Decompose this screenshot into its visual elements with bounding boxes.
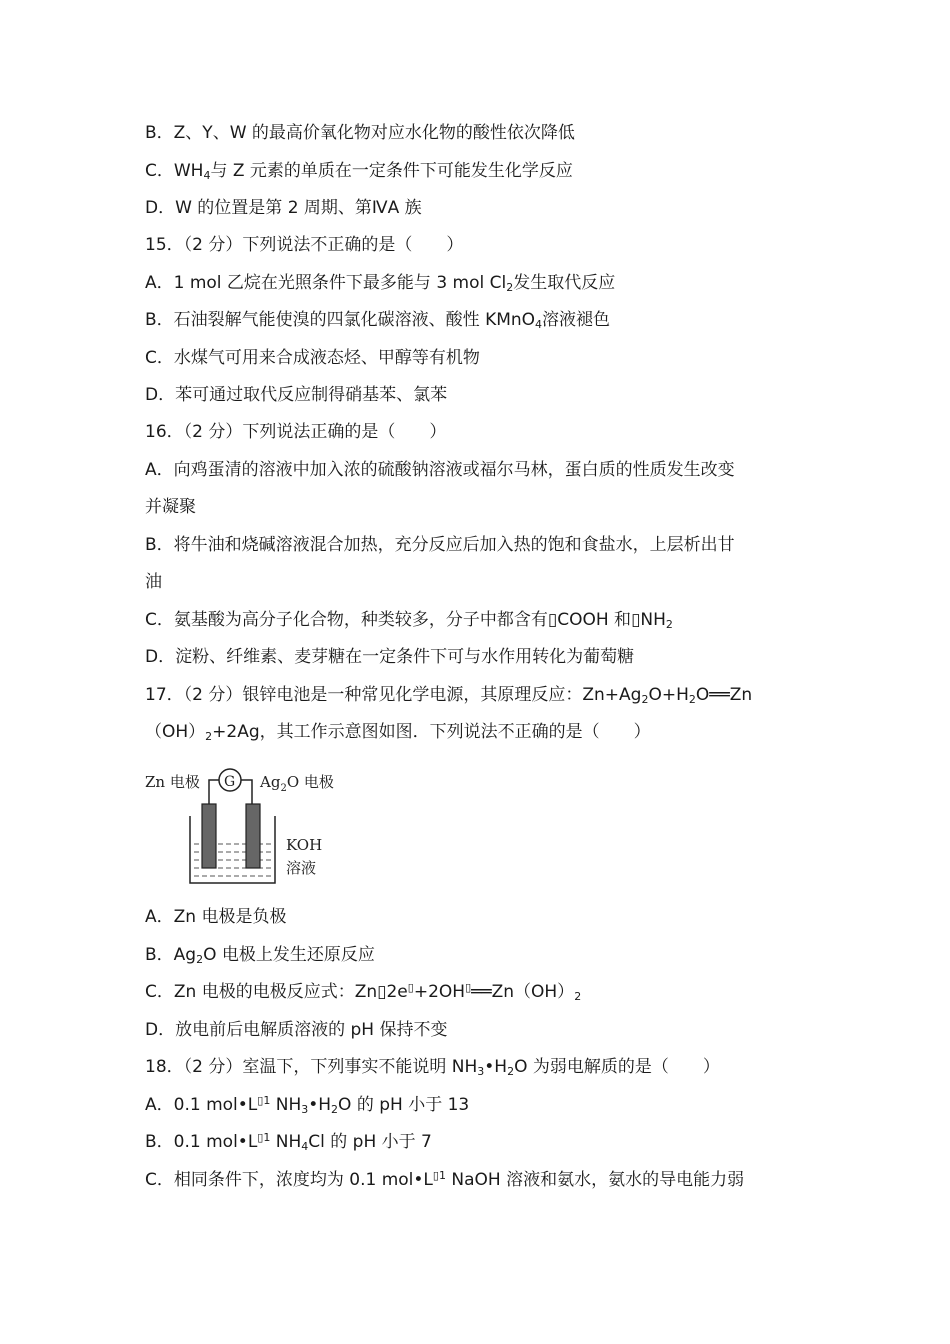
q18-stem: 18．（2 分）室温下，下列事实不能说明 $NH_3•H_2O$ 为弱电解质的是（ ）: [145, 1057, 720, 1078]
q14-option-b: B．Z、Y、W 的最高价氧化物对应水化物的酸性依次降低: [145, 123, 575, 143]
missing-glyph: ▯: [432, 1169, 439, 1182]
q18-option-c: C．相同条件下，浓度均为 0.1 $mol•L^{▯1}$ NaOH 溶液和氨水，氨水的导电能力弱: [145, 1169, 745, 1190]
q17-option-d: D．放电前后电解质溶液的 pH 保持不变: [145, 1020, 448, 1040]
q15-option-c: C．水煤气可用来合成液态烃、甲醇等有机物: [145, 348, 480, 368]
q14-option-c: C．$WH_4$与 Z 元素的单质在一定条件下可能发生化学反应: [145, 161, 573, 182]
ag2o-electrode: [246, 804, 260, 868]
right-wire: [241, 780, 252, 805]
q17-option-a: A．Zn 电极是负极: [145, 907, 287, 927]
q16-option-a-cont: 并凝聚: [145, 497, 196, 517]
q16-stem: 16．（2 分）下列说法正确的是（ ）: [145, 422, 447, 442]
q16-option-b-cont: 油: [145, 572, 162, 592]
q15-option-a: A．1 mol 乙烷在光照条件下最多能与 3 mol $Cl_2$发生取代反应: [145, 273, 616, 294]
q17-stem: 17．（2 分）银锌电池是一种常见化学电源，其原理反应：$Zn+Ag_2O+H_2O══Zn$: [145, 685, 753, 706]
q15-stem: 15．（2 分）下列说法不正确的是（ ）: [145, 235, 464, 255]
q16-option-a: A．向鸡蛋清的溶液中加入浓的硫酸钠溶液或福尔马林，蛋白质的性质发生改变: [145, 460, 735, 480]
missing-glyph: ▯: [377, 982, 387, 1002]
q18-option-b: B．0.1 $mol•L^{▯1}$ $NH_4Cl$ 的 pH 小于 7: [145, 1131, 432, 1153]
missing-glyph: ▯: [407, 981, 414, 994]
missing-glyph: ▯: [547, 610, 558, 630]
koh-label: KOH: [286, 836, 323, 854]
ag2o-electrode-label: $Ag_2O$ 电极: [260, 773, 334, 794]
missing-glyph: ▯: [631, 610, 641, 630]
q16-option-d: D．淀粉、纤维素、麦芽糖在一定条件下可与水作用转化为葡萄糖: [145, 647, 635, 667]
q15-option-b: B．石油裂解气能使溴的四氯化碳溶液、酸性 KMnO$_4$溶液褪色: [145, 310, 611, 331]
q16-option-c: C．氨基酸为高分子化合物，种类较多，分子中都含有▯COOH 和$▯NH_2$: [145, 610, 673, 631]
q15-option-d: D．苯可通过取代反应制得硝基苯、氯苯: [145, 385, 448, 405]
q16-option-b: B．将牛油和烧碱溶液混合加热，充分反应后加入热的饱和食盐水，上层析出甘: [145, 535, 735, 555]
missing-glyph: ▯: [257, 1094, 264, 1107]
q17-option-c: C．Zn 电极的电极反应式：$Zn▯2e^▯+2OH^▯══Zn(OH)_2$: [145, 981, 582, 1003]
q14-option-d: D．W 的位置是第 2 周期、第ⅣA 族: [145, 198, 422, 218]
left-wire: [209, 780, 219, 805]
battery-diagram: [140, 760, 360, 890]
galvanometer-label: G: [224, 774, 236, 790]
missing-glyph: ▯: [257, 1131, 264, 1144]
q17-option-b: B．$Ag_2O$ 电极上发生还原反应: [145, 945, 375, 966]
zn-electrode-label: Zn 电极: [145, 773, 200, 791]
q18-option-a: A．0.1 $mol•L^{▯1}$ $NH_3•H_2O$ 的 pH 小于 13: [145, 1094, 470, 1116]
solution-label: 溶液: [286, 859, 317, 877]
q17-stem-cont: $(OH)_2+2Ag$，其工作示意图如图．下列说法不正确的是（ ）: [145, 722, 651, 743]
missing-glyph: ▯: [465, 981, 472, 994]
zn-electrode: [202, 804, 216, 868]
